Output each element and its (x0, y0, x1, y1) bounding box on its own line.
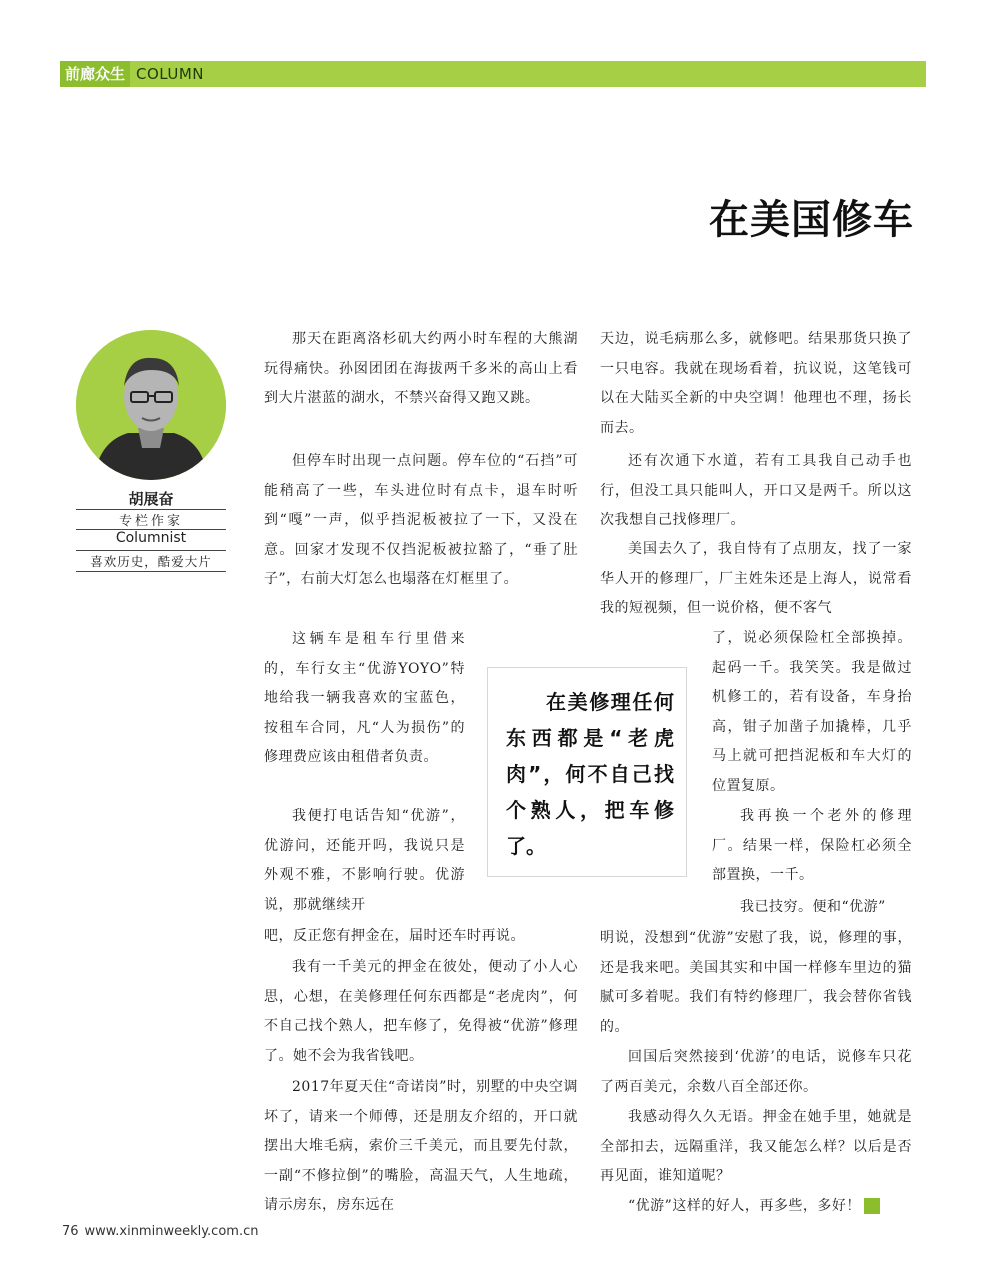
section-name-cn: 前廊众生 (60, 61, 130, 87)
pull-quote-text: 在美修理任何东西都是“老虎肉”，何不自己找个熟人，把车修了。 (506, 690, 674, 858)
author-photo (76, 330, 226, 480)
author-role: 专栏作家 (118, 514, 183, 529)
body-paragraph: 但停车时出现一点问题。停车位的“石挡”可能稍高了一些，车头进位时有点卡，退车时听到“嘎”一声，似乎挡泥板被拉了一下，又没在意。回家才发现不仅挡泥板被拉豁了，“垂了肚子”，右前大灯怎么也塌落在灯框里了。 (264, 453, 578, 588)
body-paragraph: 吧，反正您有押金在，届时还车时再说。 (264, 928, 525, 944)
body-paragraph: 我感动得久久无语。押金在她手里，她就是全部扣去，远隔重洋，我又能怎么样？以后是否再见面，谁知道呢？ (600, 1109, 912, 1185)
end-mark-icon: 民 (864, 1198, 880, 1214)
author-role-en: Columnist (115, 530, 187, 546)
author-divider (76, 550, 226, 551)
body-paragraph: 明说，没想到“优游”安慰了我，说，修理的事，还是我来吧。美国其实和中国一样修车里边的猫腻可多着呢。我们有特约修理厂，我会替你省钱的。 (600, 930, 912, 1035)
body-paragraph (600, 1192, 912, 1222)
body-paragraph: 还有次通下水道，若有工具我自己动手也行，但没工具只能叫人，开口又是两千。所以这次我想自己找修理厂。 (600, 453, 912, 529)
section-name-en: COLUMN (136, 65, 205, 83)
body-paragraph: 我已技穷。便和“优游” (740, 899, 886, 915)
body-paragraph: 天边，说毛病那么多，就修吧。结果那货只换了一只电容。我就在现场看着，抗议说，这笔钱可以在大陆买全新的中央空调！他理也不理，扬长而去。 (600, 331, 912, 436)
body-paragraph: 那天在距离洛杉矶大约两小时车程的大熊湖玩得痛快。孙囡团团在海拔两千多米的高山上看到大片湛蓝的湖水，不禁兴奋得又跑又跳。 (264, 331, 578, 407)
body-paragraph: 2017年夏天住“奇诺岗”时，别墅的中央空调坏了，请来一个师傅，还是朋友介绍的，开口就摆出大堆毛病，索价三千美元，而且要先付款，一副“不修拉倒”的嘴脸，高温天气，人生地疏，请示房东，房东远在 (264, 1079, 578, 1214)
body-paragraph: 美国去久了，我自恃有了点朋友，找了一家华人开的修理厂，厂主姓朱还是上海人，说常看我的短视频，但一说价格，便不客气 (600, 541, 912, 617)
body-paragraph: 了，说必须保险杠全部换掉。起码一千。我笑笑。我是做过机修工的，若有设备，车身抬高，钳子加凿子加撬棒，几乎马上就可把挡泥板和车大灯的位置复原。 (712, 630, 912, 794)
body-paragraph: 我再换一个老外的修理厂。结果一样，保险杠必须全部置换，一千。 (712, 808, 912, 884)
page-number: 76 (62, 1224, 79, 1239)
author-name: 胡展奋 (128, 490, 174, 508)
body-paragraph: 我便打电话告知“优游”，优游问，还能开吗，我说只是外观不雅，不影响行驶。优游说，那就继续开 (264, 808, 465, 913)
section-header-bar (60, 61, 926, 87)
footer-url[interactable]: www.xinminweekly.com.cn (84, 1224, 259, 1239)
body-paragraph: 这辆车是租车行里借来的，车行女主“优游YOYO”特地给我一辆我喜欢的宝蓝色，按租车合同，凡“人为损伤”的修理费应该由租借者负责。 (264, 631, 465, 766)
author-bio: 喜欢历史，酷爱大片 (90, 554, 212, 569)
page-footer (62, 1224, 258, 1239)
pull-quote-box (487, 667, 687, 877)
author-divider (76, 571, 226, 572)
author-portrait-icon (76, 330, 226, 480)
article-title: 在美国修车 (709, 196, 914, 243)
body-paragraph: 回国后突然接到‘优游’的电话，说修车只花了两百美元，余数八百全部还你。 (600, 1049, 912, 1095)
body-paragraph: 我有一千美元的押金在彼处，便动了小人心思，心想，在美修理任何东西都是“老虎肉”，何不自己找个熟人，把车修了，免得被“优游”修理了。她不会为我省钱吧。 (264, 959, 578, 1064)
closing-sentence: “优游”这样的好人，再多些，多好！ (628, 1198, 861, 1214)
